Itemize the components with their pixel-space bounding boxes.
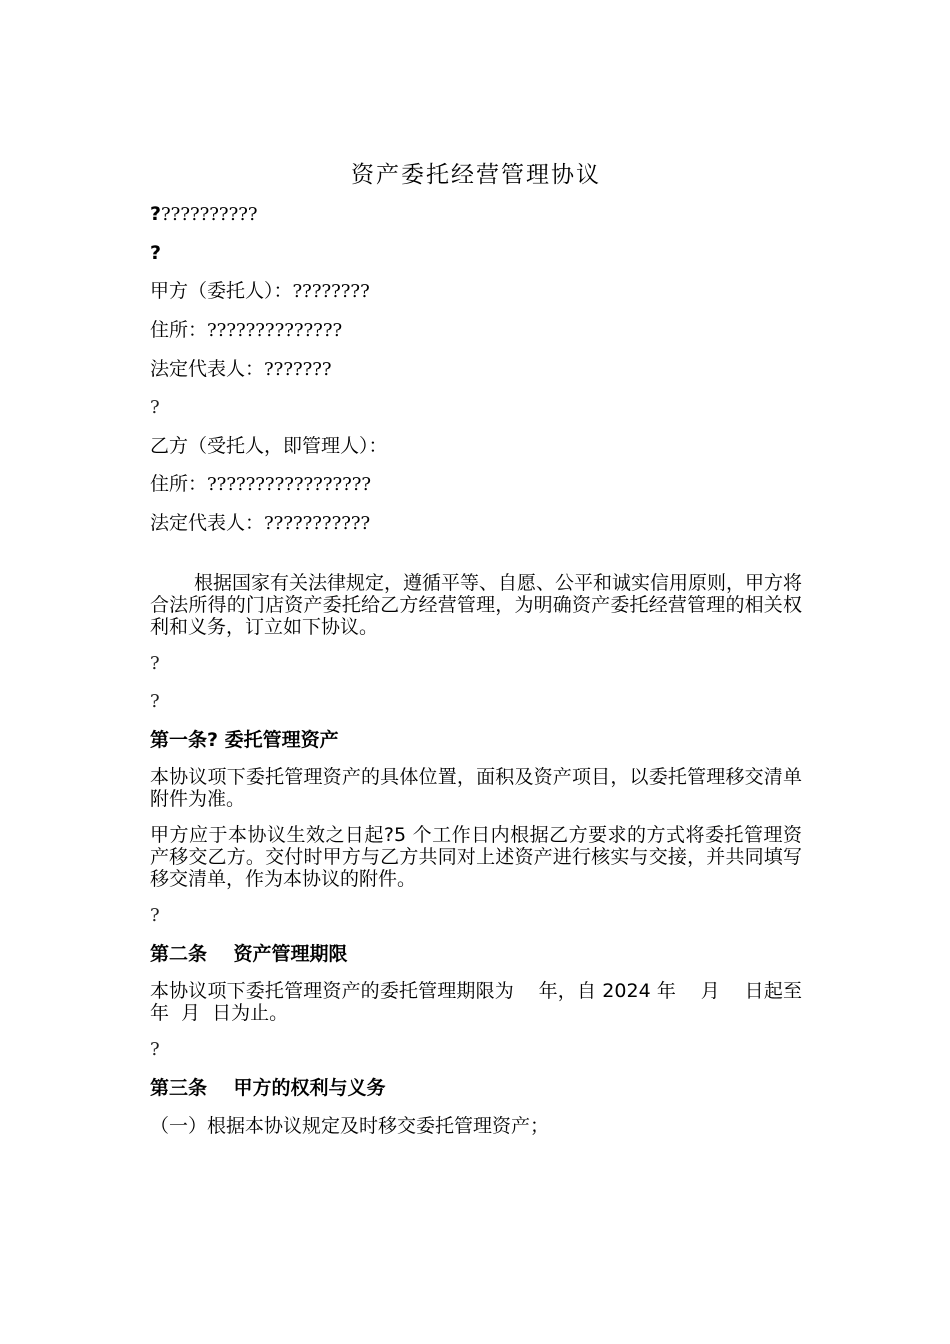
bold-question-mark: ? [150,242,162,264]
article-1-paragraph-1: 本协议项下委托管理资产的具体位置，面积及资产项目，以委托管理移交清单附件为准。 [150,766,802,810]
intro-paragraph: 根据国家有关法律规定，遵循平等、自愿、公平和诚实信用原则，甲方将合法所得的门店资产委托给乙方经营管理，为明确资产委托经营管理的相关权利和义务，订立如下协议。 [150,572,803,638]
contract-number: ?????????? [161,204,258,225]
party-b-rep-value: ??????????? [264,513,371,534]
placeholder-question-1: ? [150,397,160,418]
party-a-address-label: 住所： [150,319,208,341]
party-a-line [150,279,802,304]
party-a-rep-value: ??????? [264,359,332,380]
article-2-heading: 第二条 资产管理期限 [150,943,348,965]
party-a-label: 甲方（委托人）： [150,280,293,302]
article-3-heading: 第三条 甲方的权利与义务 [150,1077,386,1099]
document-body [150,160,827,1152]
party-a-rep-label: 法定代表人： [150,358,265,380]
contract-number-line [150,202,802,227]
party-a-address-line [150,318,802,343]
placeholder-question-2: ? [150,653,160,674]
party-b-rep-line [150,511,802,536]
article-2-paragraph-1: 本协议项下委托管理资产的委托管理期限为 年，自 2024 年 月 日起至 年 月 日为止。 [150,980,827,1024]
article-3-item-1: （一）根据本协议规定及时移交委托管理资产； [150,1115,550,1137]
party-b-rep-label: 法定代表人： [150,512,265,534]
article-1-heading: 第一条? 委托管理资产 [150,729,339,751]
party-a-value: ???????? [292,281,370,302]
party-b-address-label: 住所： [150,473,208,495]
article-1-paragraph-2: 甲方应于本协议生效之日起?5 个工作日内根据乙方要求的方式将委托管理资产移交乙方。交付时甲方与乙方共同对上述资产进行核实与交接，并共同填写移交清单，作为本协议的附件。 [150,824,802,890]
party-a-address-value: ?????????????? [207,320,343,341]
spacer [150,550,802,572]
party-b-address-value: ????????????????? [207,474,372,495]
document-title: 资产委托经营管理协议 [351,162,601,188]
party-b-line: 乙方（受托人，即管理人）： [150,435,388,457]
party-b-address-line [150,472,802,497]
lead-question-mark: ? [150,203,162,225]
placeholder-question-4: ? [150,905,160,926]
party-a-rep-line [150,357,802,382]
placeholder-question-5: ? [150,1039,160,1060]
placeholder-question-3: ? [150,691,160,712]
